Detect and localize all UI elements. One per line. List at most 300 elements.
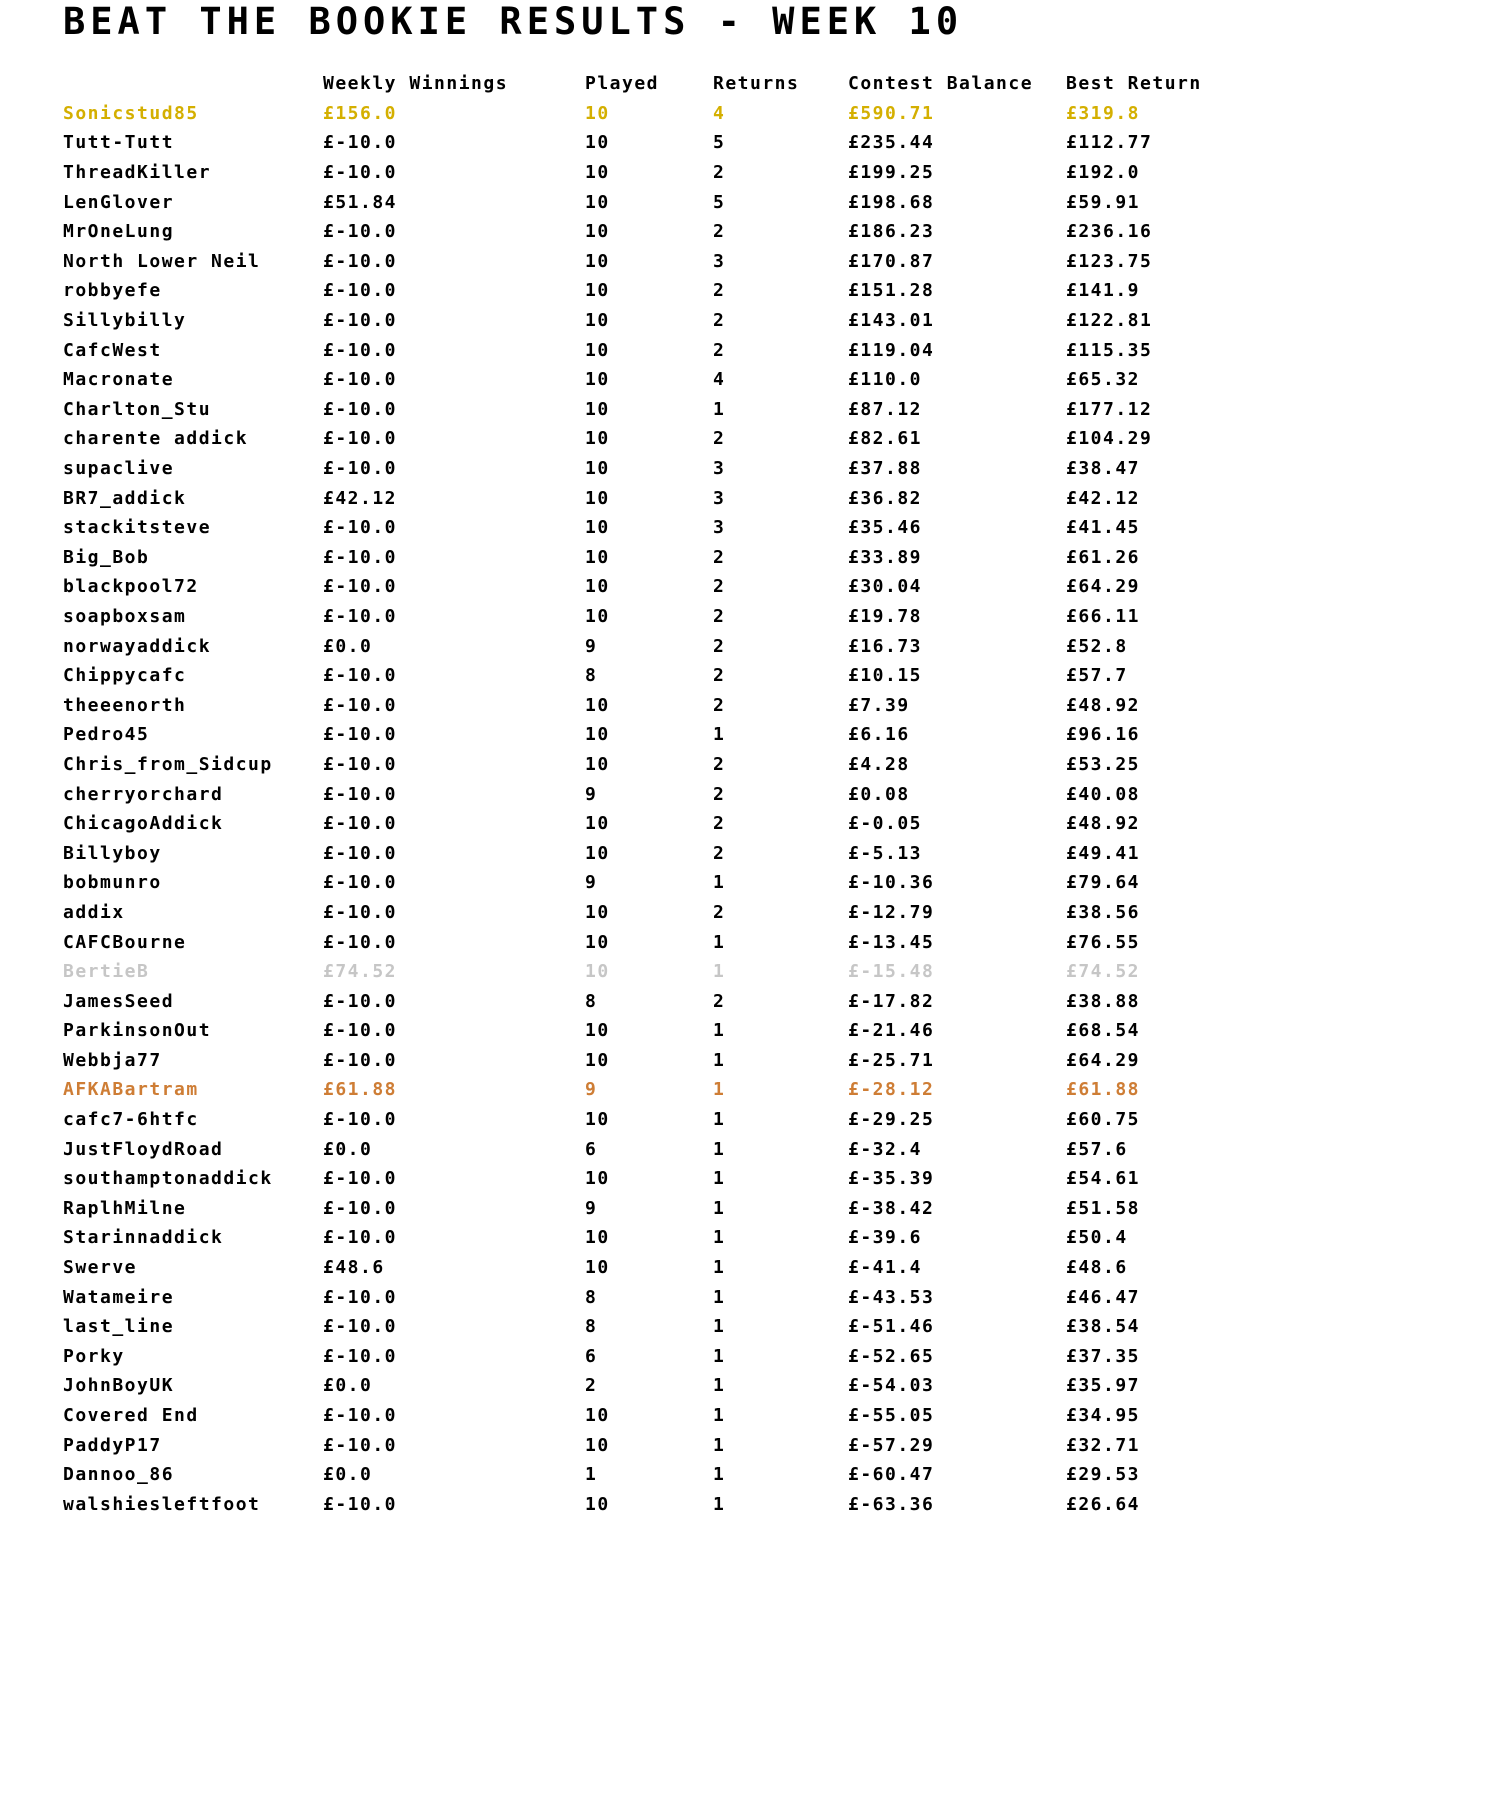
returns: 1	[713, 1345, 726, 1367]
returns: 2	[713, 546, 726, 568]
contest-balance: £-38.42	[848, 1197, 935, 1219]
best-return: £57.7	[1066, 665, 1128, 687]
best-return: £61.88	[1066, 1079, 1141, 1101]
best-return: £54.61	[1066, 1168, 1141, 1190]
returns: 3	[713, 487, 726, 509]
returns: 5	[713, 191, 726, 213]
played: 10	[585, 813, 610, 835]
contest-balance: £110.0	[848, 369, 923, 391]
played: 1	[585, 1464, 598, 1486]
table-row	[63, 1282, 1463, 1312]
player-name: ThreadKiller	[63, 162, 212, 184]
table-row	[63, 1253, 1463, 1283]
played: 10	[585, 1434, 610, 1456]
returns: 2	[713, 990, 726, 1012]
returns: 1	[713, 1197, 726, 1219]
weekly-winnings: £-10.0	[323, 1345, 398, 1367]
weekly-winnings: £-10.0	[323, 665, 398, 687]
returns: 1	[713, 1227, 726, 1249]
weekly-winnings: £-10.0	[323, 221, 398, 243]
played: 10	[585, 398, 610, 420]
header-played: Played	[585, 73, 660, 95]
played: 10	[585, 369, 610, 391]
played: 10	[585, 280, 610, 302]
weekly-winnings: £42.12	[323, 487, 398, 509]
player-name: PaddyP17	[63, 1434, 162, 1456]
contest-balance: £82.61	[848, 428, 923, 450]
contest-balance: £19.78	[848, 605, 923, 627]
contest-balance: £7.39	[848, 694, 910, 716]
contest-balance: £-43.53	[848, 1286, 935, 1308]
best-return: £38.56	[1066, 901, 1141, 923]
weekly-winnings: £-10.0	[323, 250, 398, 272]
contest-balance: £151.28	[848, 280, 935, 302]
table-row	[63, 1342, 1463, 1372]
best-return: £50.4	[1066, 1227, 1128, 1249]
player-name: stackitsteve	[63, 517, 212, 539]
best-return: £34.95	[1066, 1405, 1141, 1427]
table-row	[63, 306, 1463, 336]
played: 10	[585, 339, 610, 361]
played: 10	[585, 605, 610, 627]
returns: 2	[713, 842, 726, 864]
table-row	[63, 247, 1463, 277]
weekly-winnings: £-10.0	[323, 280, 398, 302]
contest-balance: £37.88	[848, 458, 923, 480]
played: 10	[585, 961, 610, 983]
table-row	[63, 1134, 1463, 1164]
returns: 1	[713, 1493, 726, 1515]
played: 10	[585, 458, 610, 480]
returns: 1	[713, 1316, 726, 1338]
player-name: soapboxsam	[63, 605, 187, 627]
returns: 1	[713, 1405, 726, 1427]
weekly-winnings: £-10.0	[323, 1227, 398, 1249]
contest-balance: £-15.48	[848, 961, 935, 983]
header-returns: Returns	[713, 73, 800, 95]
returns: 2	[713, 813, 726, 835]
player-name: blackpool72	[63, 576, 199, 598]
player-name: BR7_addick	[63, 487, 187, 509]
returns: 2	[713, 576, 726, 598]
played: 10	[585, 191, 610, 213]
best-return: £177.12	[1066, 398, 1153, 420]
table-row	[63, 99, 1463, 129]
player-name: Chris_from_Sidcup	[63, 753, 273, 775]
contest-balance: £-41.4	[848, 1257, 923, 1279]
returns: 2	[713, 428, 726, 450]
table-row	[63, 335, 1463, 365]
table-row	[63, 1075, 1463, 1105]
contest-balance: £199.25	[848, 162, 935, 184]
best-return: £38.88	[1066, 990, 1141, 1012]
weekly-winnings: £-10.0	[323, 1493, 398, 1515]
contest-balance: £16.73	[848, 635, 923, 657]
header-best-return: Best Return	[1066, 73, 1202, 95]
table-row	[63, 572, 1463, 602]
returns: 4	[713, 102, 726, 124]
table-row	[63, 1046, 1463, 1076]
played: 10	[585, 1109, 610, 1131]
played: 10	[585, 310, 610, 332]
table-row	[63, 898, 1463, 928]
table-row	[63, 1312, 1463, 1342]
returns: 1	[713, 724, 726, 746]
weekly-winnings: £-10.0	[323, 369, 398, 391]
contest-balance: £-54.03	[848, 1375, 935, 1397]
best-return: £319.8	[1066, 102, 1141, 124]
weekly-winnings: £-10.0	[323, 1168, 398, 1190]
returns: 5	[713, 132, 726, 154]
player-name: addix	[63, 901, 125, 923]
table-row	[63, 1490, 1463, 1520]
player-name: JustFloydRoad	[63, 1138, 224, 1160]
table-row	[63, 483, 1463, 513]
played: 10	[585, 132, 610, 154]
weekly-winnings: £-10.0	[323, 694, 398, 716]
player-name: last_line	[63, 1316, 175, 1338]
played: 10	[585, 1168, 610, 1190]
weekly-winnings: £-10.0	[323, 842, 398, 864]
contest-balance: £-55.05	[848, 1405, 935, 1427]
played: 9	[585, 635, 598, 657]
contest-balance: £-63.36	[848, 1493, 935, 1515]
player-name: Macronate	[63, 369, 175, 391]
contest-balance: £30.04	[848, 576, 923, 598]
best-return: £26.64	[1066, 1493, 1141, 1515]
weekly-winnings: £-10.0	[323, 546, 398, 568]
table-row	[63, 986, 1463, 1016]
best-return: £68.54	[1066, 1020, 1141, 1042]
weekly-winnings: £-10.0	[323, 310, 398, 332]
contest-balance: £143.01	[848, 310, 935, 332]
contest-balance: £4.28	[848, 753, 910, 775]
table-row	[63, 779, 1463, 809]
returns: 4	[713, 369, 726, 391]
contest-balance: £-10.36	[848, 872, 935, 894]
best-return: £41.45	[1066, 517, 1141, 539]
played: 8	[585, 665, 598, 687]
best-return: £29.53	[1066, 1464, 1141, 1486]
returns: 1	[713, 872, 726, 894]
best-return: £48.92	[1066, 813, 1141, 835]
best-return: £64.29	[1066, 576, 1141, 598]
played: 10	[585, 517, 610, 539]
weekly-winnings: £-10.0	[323, 339, 398, 361]
weekly-winnings: £-10.0	[323, 724, 398, 746]
weekly-winnings: £48.6	[323, 1257, 385, 1279]
best-return: £61.26	[1066, 546, 1141, 568]
player-name: robbyefe	[63, 280, 162, 302]
contest-balance: £-17.82	[848, 990, 935, 1012]
player-name: Charlton_Stu	[63, 398, 212, 420]
player-name: Big_Bob	[63, 546, 150, 568]
player-name: bobmunro	[63, 872, 162, 894]
best-return: £57.6	[1066, 1138, 1128, 1160]
contest-balance: £-21.46	[848, 1020, 935, 1042]
weekly-winnings: £-10.0	[323, 1197, 398, 1219]
returns: 2	[713, 635, 726, 657]
table-row	[63, 1223, 1463, 1253]
played: 10	[585, 842, 610, 864]
weekly-winnings: £0.0	[323, 1138, 373, 1160]
best-return: £66.11	[1066, 605, 1141, 627]
contest-balance: £33.89	[848, 546, 923, 568]
played: 10	[585, 694, 610, 716]
table-row	[63, 1164, 1463, 1194]
played: 6	[585, 1345, 598, 1367]
results-table	[63, 69, 1463, 1519]
contest-balance: £0.08	[848, 783, 910, 805]
weekly-winnings: £51.84	[323, 191, 398, 213]
contest-balance: £-57.29	[848, 1434, 935, 1456]
best-return: £37.35	[1066, 1345, 1141, 1367]
weekly-winnings: £-10.0	[323, 753, 398, 775]
best-return: £64.29	[1066, 1049, 1141, 1071]
best-return: £49.41	[1066, 842, 1141, 864]
player-name: CAFCBourne	[63, 931, 187, 953]
table-row	[63, 1460, 1463, 1490]
best-return: £96.16	[1066, 724, 1141, 746]
returns: 2	[713, 605, 726, 627]
contest-balance: £235.44	[848, 132, 935, 154]
played: 8	[585, 990, 598, 1012]
player-name: ParkinsonOut	[63, 1020, 212, 1042]
returns: 2	[713, 221, 726, 243]
contest-balance: £-0.05	[848, 813, 923, 835]
returns: 2	[713, 753, 726, 775]
player-name: cafc7-6htfc	[63, 1109, 199, 1131]
table-row	[63, 454, 1463, 484]
page-title: BEAT THE BOOKIE RESULTS - WEEK 10	[63, 0, 964, 43]
weekly-winnings: £-10.0	[323, 576, 398, 598]
player-name: southamptonaddick	[63, 1168, 273, 1190]
player-name: charente addick	[63, 428, 249, 450]
weekly-winnings: £74.52	[323, 961, 398, 983]
returns: 3	[713, 458, 726, 480]
returns: 2	[713, 783, 726, 805]
played: 10	[585, 724, 610, 746]
weekly-winnings: £61.88	[323, 1079, 398, 1101]
best-return: £35.97	[1066, 1375, 1141, 1397]
table-row	[63, 365, 1463, 395]
played: 8	[585, 1316, 598, 1338]
weekly-winnings: £-10.0	[323, 428, 398, 450]
weekly-winnings: £-10.0	[323, 458, 398, 480]
table-row	[63, 661, 1463, 691]
table-row	[63, 1401, 1463, 1431]
table-row	[63, 868, 1463, 898]
weekly-winnings: £-10.0	[323, 783, 398, 805]
best-return: £76.55	[1066, 931, 1141, 953]
weekly-winnings: £-10.0	[323, 1109, 398, 1131]
best-return: £38.47	[1066, 458, 1141, 480]
best-return: £115.35	[1066, 339, 1153, 361]
contest-balance: £198.68	[848, 191, 935, 213]
best-return: £38.54	[1066, 1316, 1141, 1338]
player-name: Starinnaddick	[63, 1227, 224, 1249]
contest-balance: £-39.6	[848, 1227, 923, 1249]
returns: 2	[713, 162, 726, 184]
player-name: North Lower Neil	[63, 250, 261, 272]
contest-balance: £36.82	[848, 487, 923, 509]
table-row	[63, 276, 1463, 306]
table-row	[63, 631, 1463, 661]
contest-balance: £-28.12	[848, 1079, 935, 1101]
table-row	[63, 838, 1463, 868]
table-row	[63, 1016, 1463, 1046]
weekly-winnings: £-10.0	[323, 990, 398, 1012]
contest-balance: £6.16	[848, 724, 910, 746]
contest-balance: £87.12	[848, 398, 923, 420]
returns: 1	[713, 398, 726, 420]
table-row	[63, 217, 1463, 247]
played: 9	[585, 1079, 598, 1101]
best-return: £52.8	[1066, 635, 1128, 657]
best-return: £59.91	[1066, 191, 1141, 213]
returns: 2	[713, 339, 726, 361]
header-weekly-winnings: Weekly Winnings	[323, 73, 509, 95]
returns: 1	[713, 931, 726, 953]
table-row	[63, 1430, 1463, 1460]
table-row	[63, 750, 1463, 780]
weekly-winnings: £-10.0	[323, 901, 398, 923]
player-name: ChicagoAddick	[63, 813, 224, 835]
table-row	[63, 1371, 1463, 1401]
returns: 3	[713, 517, 726, 539]
player-name: Watameire	[63, 1286, 175, 1308]
table-row	[63, 395, 1463, 425]
table-row	[63, 809, 1463, 839]
best-return: £123.75	[1066, 250, 1153, 272]
player-name: Pedro45	[63, 724, 150, 746]
contest-balance: £590.71	[848, 102, 935, 124]
returns: 1	[713, 1464, 726, 1486]
weekly-winnings: £-10.0	[323, 605, 398, 627]
table-row	[63, 1105, 1463, 1135]
best-return: £51.58	[1066, 1197, 1141, 1219]
played: 6	[585, 1138, 598, 1160]
played: 9	[585, 1197, 598, 1219]
returns: 2	[713, 665, 726, 687]
table-row	[63, 720, 1463, 750]
played: 9	[585, 872, 598, 894]
weekly-winnings: £-10.0	[323, 517, 398, 539]
contest-balance: £35.46	[848, 517, 923, 539]
best-return: £32.71	[1066, 1434, 1141, 1456]
player-name: RaplhMilne	[63, 1197, 187, 1219]
weekly-winnings: £-10.0	[323, 132, 398, 154]
played: 9	[585, 783, 598, 805]
weekly-winnings: £-10.0	[323, 1316, 398, 1338]
weekly-winnings: £-10.0	[323, 1286, 398, 1308]
weekly-winnings: £-10.0	[323, 872, 398, 894]
played: 10	[585, 487, 610, 509]
table-row	[63, 513, 1463, 543]
player-name: JohnBoyUK	[63, 1375, 175, 1397]
best-return: £104.29	[1066, 428, 1153, 450]
best-return: £122.81	[1066, 310, 1153, 332]
table-body	[63, 99, 1463, 1520]
returns: 1	[713, 961, 726, 983]
table-row	[63, 1194, 1463, 1224]
played: 10	[585, 546, 610, 568]
returns: 1	[713, 1257, 726, 1279]
played: 10	[585, 1020, 610, 1042]
best-return: £48.92	[1066, 694, 1141, 716]
played: 10	[585, 576, 610, 598]
contest-balance: £186.23	[848, 221, 935, 243]
weekly-winnings: £0.0	[323, 1375, 373, 1397]
weekly-winnings: £156.0	[323, 102, 398, 124]
returns: 1	[713, 1286, 726, 1308]
contest-balance: £-51.46	[848, 1316, 935, 1338]
returns: 3	[713, 250, 726, 272]
played: 10	[585, 221, 610, 243]
table-row	[63, 158, 1463, 188]
contest-balance: £-12.79	[848, 901, 935, 923]
returns: 1	[713, 1109, 726, 1131]
contest-balance: £-52.65	[848, 1345, 935, 1367]
returns: 1	[713, 1020, 726, 1042]
player-name: JamesSeed	[63, 990, 175, 1012]
player-name: CafcWest	[63, 339, 162, 361]
player-name: Dannoo_86	[63, 1464, 175, 1486]
player-name: Swerve	[63, 1257, 138, 1279]
returns: 2	[713, 310, 726, 332]
played: 10	[585, 428, 610, 450]
table-row	[63, 128, 1463, 158]
contest-balance: £-32.4	[848, 1138, 923, 1160]
player-name: supaclive	[63, 458, 175, 480]
contest-balance: £170.87	[848, 250, 935, 272]
table-row	[63, 927, 1463, 957]
player-name: Sillybilly	[63, 310, 187, 332]
returns: 1	[713, 1079, 726, 1101]
played: 10	[585, 162, 610, 184]
best-return: £141.9	[1066, 280, 1141, 302]
weekly-winnings: £0.0	[323, 635, 373, 657]
player-name: walshiesleftfoot	[63, 1493, 261, 1515]
weekly-winnings: £-10.0	[323, 813, 398, 835]
weekly-winnings: £-10.0	[323, 162, 398, 184]
weekly-winnings: £0.0	[323, 1464, 373, 1486]
played: 2	[585, 1375, 598, 1397]
weekly-winnings: £-10.0	[323, 1020, 398, 1042]
contest-balance: £-35.39	[848, 1168, 935, 1190]
player-name: Chippycafc	[63, 665, 187, 687]
played: 10	[585, 1405, 610, 1427]
returns: 1	[713, 1434, 726, 1456]
played: 10	[585, 901, 610, 923]
returns: 1	[713, 1168, 726, 1190]
weekly-winnings: £-10.0	[323, 931, 398, 953]
returns: 1	[713, 1049, 726, 1071]
weekly-winnings: £-10.0	[323, 398, 398, 420]
player-name: Sonicstud85	[63, 102, 199, 124]
best-return: £40.08	[1066, 783, 1141, 805]
played: 10	[585, 1493, 610, 1515]
contest-balance: £-5.13	[848, 842, 923, 864]
table-row	[63, 543, 1463, 573]
player-name: Covered End	[63, 1405, 199, 1427]
table-row	[63, 424, 1463, 454]
contest-balance: £-13.45	[848, 931, 935, 953]
header-contest-balance: Contest Balance	[848, 73, 1034, 95]
best-return: £48.6	[1066, 1257, 1128, 1279]
best-return: £236.16	[1066, 221, 1153, 243]
weekly-winnings: £-10.0	[323, 1405, 398, 1427]
